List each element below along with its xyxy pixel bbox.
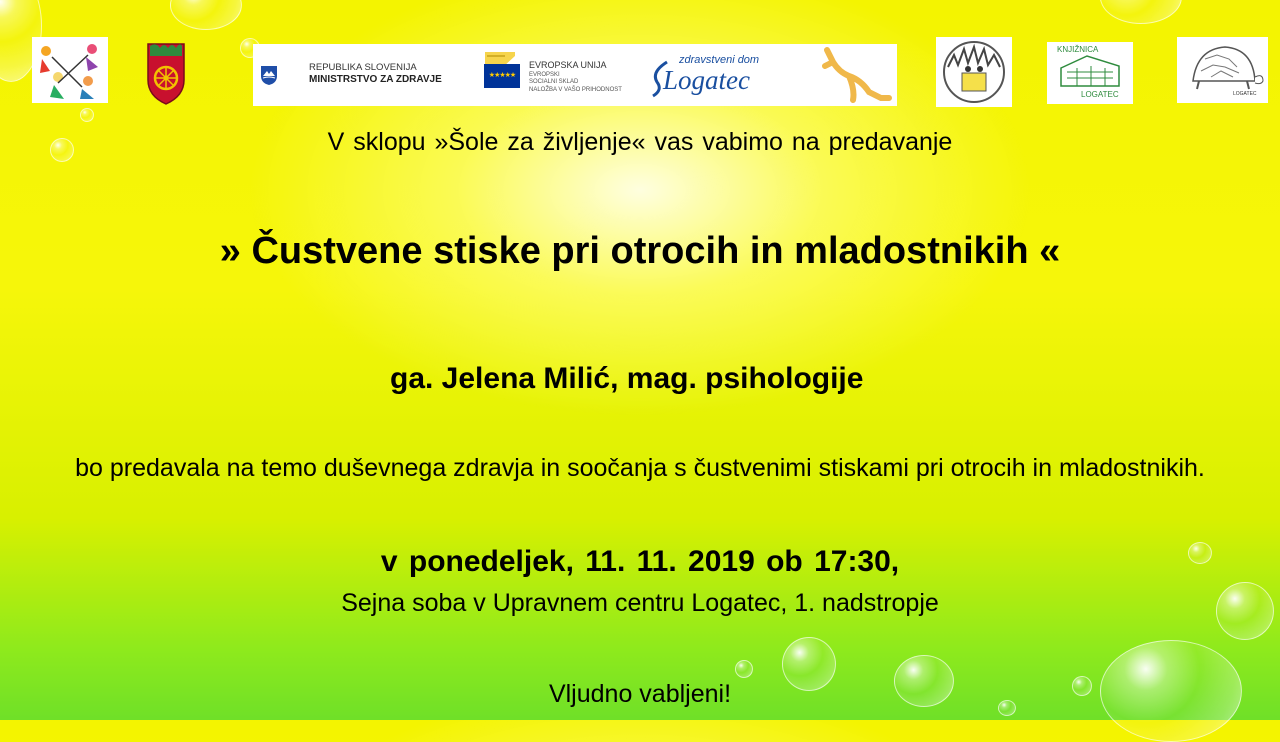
library-line-2: LOGATEC xyxy=(1081,90,1119,99)
children-logo xyxy=(32,37,108,103)
event-location: Sejna soba v Upravnem centru Logatec, 1. nadstropje xyxy=(341,589,939,617)
bubble-decoration xyxy=(1100,0,1182,24)
eu-flag-icon: ★★★★★ xyxy=(484,64,520,88)
intro-text: V sklopu »Šole za življenje« vas vabimo na predavanje xyxy=(327,128,953,156)
eu-line-1: EVROPSKA UNIJA xyxy=(529,60,607,70)
bubble-decoration xyxy=(80,108,94,122)
hedgehog-logo xyxy=(936,37,1012,107)
eu-line-3: SOCIALNI SKLAD xyxy=(529,79,579,85)
health-centre-line-2: Logatec xyxy=(663,65,750,95)
event-date: v ponedeljek, 11. 11. 2019 ob 17:30, xyxy=(380,545,900,578)
topic-description: bo predavala na temo duševnega zdravja in soočanja s čustvenimi stiskami pri otrocih in mladostnikih. xyxy=(75,454,1205,482)
bubble-decoration xyxy=(735,660,753,678)
eu-line-2: EVROPSKI xyxy=(529,72,560,78)
slovenia-emblem-icon xyxy=(259,64,279,86)
ministry-logo xyxy=(259,62,469,92)
eu-line-4: NALOŽBA V VAŠO PRIHODNOST xyxy=(529,87,622,93)
bubble-decoration xyxy=(170,0,242,30)
turtle-logo xyxy=(1177,37,1268,103)
kangaroo-logo xyxy=(819,46,893,104)
health-centre-logo xyxy=(649,50,799,102)
partner-logo-strip xyxy=(253,44,897,106)
ministry-line-2: MINISTRSTVO ZA ZDRAVJE xyxy=(309,74,442,85)
municipality-shield-logo xyxy=(146,40,186,106)
health-centre-line-1: zdravstveni dom xyxy=(679,54,760,66)
lecture-title: » Čustvene stiske pri otrocih in mladostnikih « xyxy=(219,230,1061,272)
closing-line: Vljudno vabljeni! xyxy=(548,680,732,708)
library-logo xyxy=(1047,42,1133,104)
speaker-name: ga. Jelena Milić, mag. psihologije xyxy=(390,362,864,395)
turtle-line-1: LOGATEC xyxy=(1233,91,1257,97)
eu-logo xyxy=(481,50,651,102)
ministry-line-1: REPUBLIKA SLOVENIJA xyxy=(309,62,417,73)
library-line-1: KNJIŽNICA xyxy=(1057,45,1099,54)
